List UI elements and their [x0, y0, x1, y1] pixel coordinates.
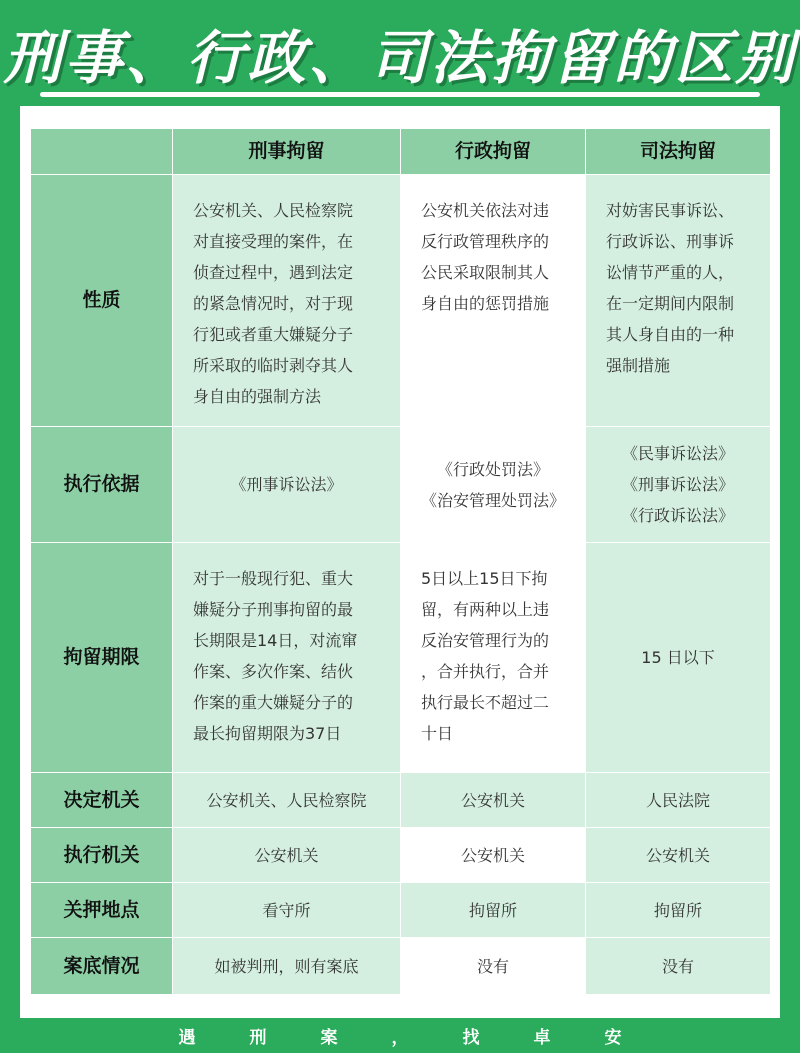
cell-duration-criminal	[173, 543, 401, 773]
table-row-duration	[31, 543, 771, 773]
cell-custody-criminal: 看守所	[173, 883, 401, 938]
row-label-nature: 性质	[31, 175, 173, 427]
page-title: 刑事、行政、司法拘留的区别	[3, 24, 797, 92]
cell-record-judicial: 没有	[586, 938, 771, 995]
cell-line: 侦查过程中，遇到法定	[193, 263, 354, 282]
cell-line: 《行政处罚法》	[436, 459, 549, 479]
cell-duration-administrative	[401, 543, 586, 773]
cell-line: 对妨害民事诉讼、	[606, 201, 735, 220]
cell-line: 公民采取限制其人	[421, 263, 550, 282]
table-row-nature	[31, 175, 771, 427]
footer-char: 刑	[249, 1028, 267, 1048]
footer-char: 安	[604, 1028, 622, 1048]
table-row-executing-authority	[31, 828, 771, 883]
cell-line: 留，有两种以上违	[421, 600, 550, 619]
cell-duration-judicial	[586, 543, 771, 773]
cell-line: 最长拘留期限为37日	[193, 724, 342, 743]
cell-deciding-criminal: 公安机关、人民检察院	[173, 773, 401, 828]
cell-line: 执行最长不超过二	[421, 693, 550, 712]
cell-line: 公安机关依法对违	[421, 201, 550, 220]
cell-line: ，合并执行，合并	[421, 662, 550, 681]
cell-line: 长期限是14日，对流窜	[193, 631, 358, 650]
cell-line: 反治安管理行为的	[421, 631, 550, 650]
table-row-deciding-authority	[31, 773, 771, 828]
cell-line: 讼情节严重的人，	[606, 263, 735, 282]
cell-deciding-judicial: 人民法院	[586, 773, 771, 828]
cell-line: 行犯或者重大嫌疑分子	[193, 325, 354, 344]
footer-char: 卓	[533, 1028, 551, 1048]
cell-line: 《民事诉讼法》	[621, 444, 734, 463]
cell-nature-criminal	[173, 175, 401, 427]
table-row-criminal-record	[31, 938, 771, 995]
cell-custody-judicial: 拘留所	[586, 883, 771, 938]
cell-line: 嫌疑分子刑事拘留的最	[193, 600, 354, 619]
cell-custody-administrative: 拘留所	[401, 883, 586, 938]
row-label-legal-basis: 执行依据	[31, 427, 173, 543]
footer-char: 遇	[178, 1028, 196, 1048]
cell-line: 在一定期间内限制	[606, 294, 735, 313]
cell-record-administrative: 没有	[401, 938, 586, 995]
cell-nature-administrative	[401, 175, 586, 427]
cell-line: 反行政管理秩序的	[421, 232, 550, 251]
cell-line: 《治安管理处罚法》	[420, 490, 565, 510]
cell-line: 作案的重大嫌疑分子的	[193, 693, 354, 712]
cell-executing-judicial: 公安机关	[586, 828, 771, 883]
table-header-row	[31, 129, 771, 175]
cell-basis-criminal	[173, 427, 401, 543]
header-administrative-detention: 行政拘留	[401, 129, 586, 175]
cell-basis-administrative	[401, 427, 586, 543]
footer-char: ，	[391, 1028, 409, 1048]
cell-line: 身自由的惩罚措施	[421, 294, 550, 313]
cell-line: 强制措施	[606, 356, 671, 375]
cell-basis-judicial	[586, 427, 771, 543]
title-underline	[40, 92, 760, 97]
cell-line: 《刑事诉讼法》	[230, 475, 343, 494]
cell-nature-judicial	[586, 175, 771, 427]
footer-slogan	[0, 1024, 800, 1053]
cell-line: 作案、多次作案、结伙	[193, 662, 354, 681]
cell-executing-criminal: 公安机关	[173, 828, 401, 883]
cell-line: 《行政诉讼法》	[621, 506, 734, 525]
row-label-duration: 拘留期限	[31, 543, 173, 773]
table-row-legal-basis	[31, 427, 771, 543]
footer-char: 找	[462, 1028, 480, 1048]
row-label-deciding-authority: 决定机关	[31, 773, 173, 828]
footer-char: 案	[320, 1028, 338, 1048]
header-judicial-detention: 司法拘留	[586, 129, 771, 175]
row-label-custody-place: 关押地点	[31, 883, 173, 938]
cell-line: 的紧急情况时，对于现	[193, 294, 354, 313]
table-row-custody-place	[31, 883, 771, 938]
cell-line: 5日以上15日下拘	[421, 569, 548, 588]
cell-line: 15 日以下	[641, 648, 715, 667]
cell-line: 所采取的临时剥夺其人	[193, 356, 354, 375]
cell-record-criminal: 如被判刑，则有案底	[173, 938, 401, 995]
cell-line: 《刑事诉讼法》	[621, 475, 734, 494]
cell-line: 身自由的强制方法	[193, 387, 322, 406]
cell-line: 行政诉讼、刑事诉	[606, 232, 735, 251]
cell-executing-administrative: 公安机关	[401, 828, 586, 883]
table-corner	[31, 129, 173, 175]
cell-line: 公安机关、人民检察院	[193, 201, 354, 220]
row-label-criminal-record: 案底情况	[31, 938, 173, 995]
cell-line: 其人身自由的一种	[606, 325, 735, 344]
cell-line: 对于一般现行犯、重大	[193, 569, 354, 588]
header-criminal-detention: 刑事拘留	[173, 129, 401, 175]
comparison-card	[20, 106, 780, 1018]
cell-deciding-administrative: 公安机关	[401, 773, 586, 828]
comparison-table	[30, 128, 771, 995]
row-label-executing-authority: 执行机关	[31, 828, 173, 883]
cell-line: 十日	[421, 724, 454, 743]
cell-line: 对直接受理的案件，在	[193, 232, 354, 251]
